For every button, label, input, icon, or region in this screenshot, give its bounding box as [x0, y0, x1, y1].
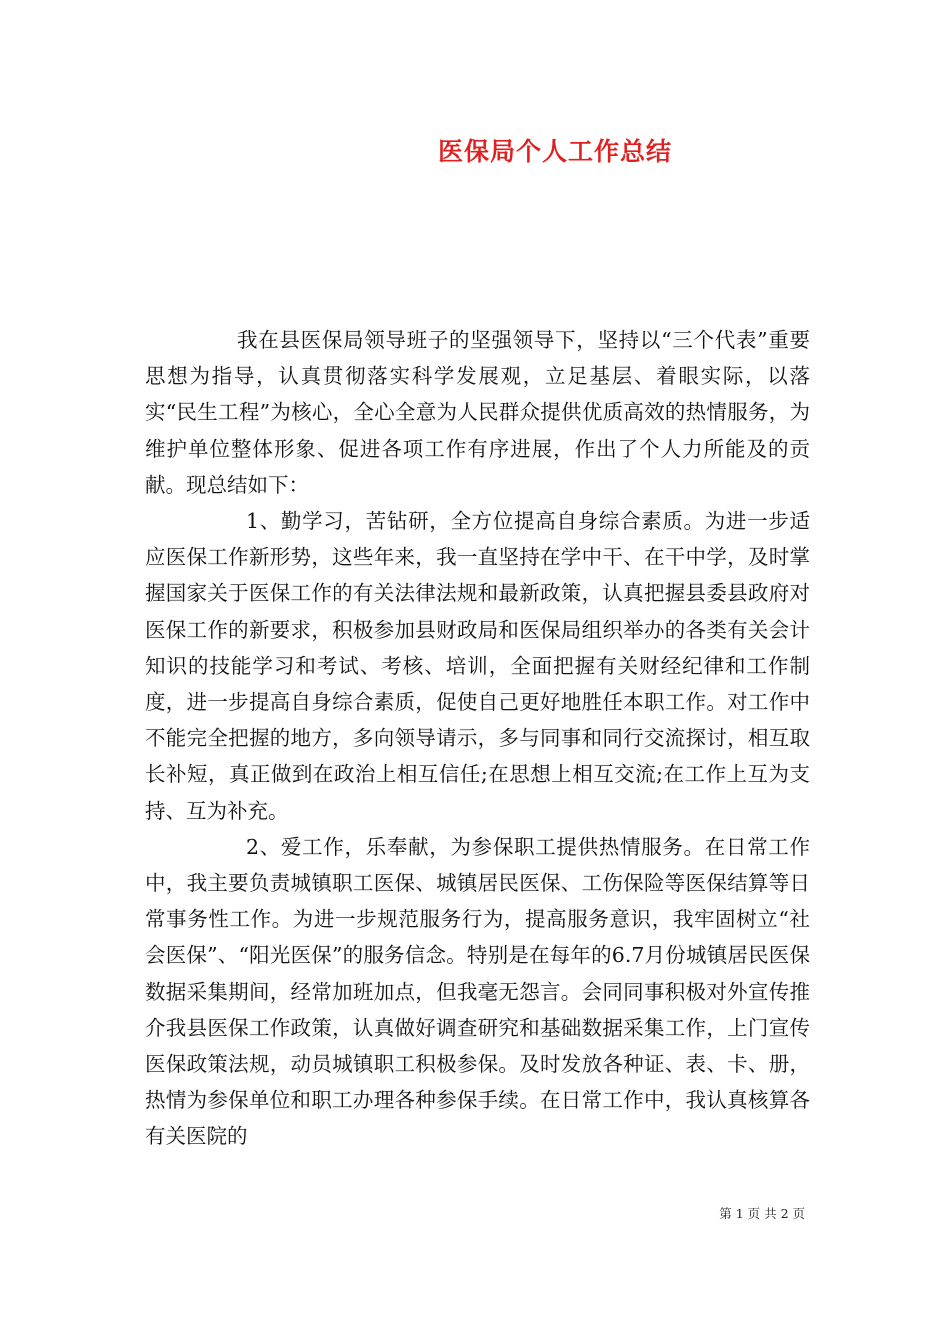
paragraph-service: 2、爱工作，乐奉献，为参保职工提供热情服务。在日常工作中，我主要负责城镇职工医保、城镇居民医保、工伤保险等医保结算等日常事务性工作。为进一步规范服务行为，提高服务意识，我牢固树立“社会医保”、“阳光医保”的服务信念。特别是在每年的6.7月份城镇居民医保数据采集期间，经常加班加点，但我毫无怨言。会同同事积极对外宣传推介我县医保工作政策，认真做好调查研究和基础数据采集工作，上门宣传医保政策法规，动员城镇职工积极参保。及时发放各种证、表、卡、册，热情为参保单位和职工办理各种参保手续。在日常工作中，我认真核算各有关医院的 [145, 834, 810, 1149]
document-title: 医保局个人工作总结 [437, 137, 672, 166]
paragraph-study: 1、勤学习，苦钻研，全方位提高自身综合素质。为进一步适应医保工作新形势，这些年来，我一直坚持在学中干、在干中学，及时掌握国家关于医保工作的有关法律法规和最新政策，认真把握县委县政府对医保工作的新要求，积极参加县财政局和医保局组织举办的各类有关会计知识的技能学习和考试、考核、培训，全面把握有关财经纪律和工作制度，进一步提高自身综合素质，促使自己更好地胜任本职工作。对工作中不能完全把握的地方，多向领导请示，多与同事和同行交流探讨，相互取长补短，真正做到在政治上相互信任;在思想上相互交流;在工作上互为支持、互为补充。 [145, 509, 810, 823]
paragraph-intro: 我在县医保局领导班子的坚强领导下，坚持以“三个代表”重要思想为指导，认真贯彻落实科学发展观，立足基层、着眼实际，以落实“民生工程”为核心，全心全意为人民群众提供优质高效的热情服务，为维护单位整体形象、促进各项工作有序进展，作出了个人力所能及的贡献。现总结如下： [145, 328, 810, 497]
page-number-footer: 第 1 页 共 2 页 [719, 1206, 805, 1221]
document-body [145, 322, 810, 1155]
